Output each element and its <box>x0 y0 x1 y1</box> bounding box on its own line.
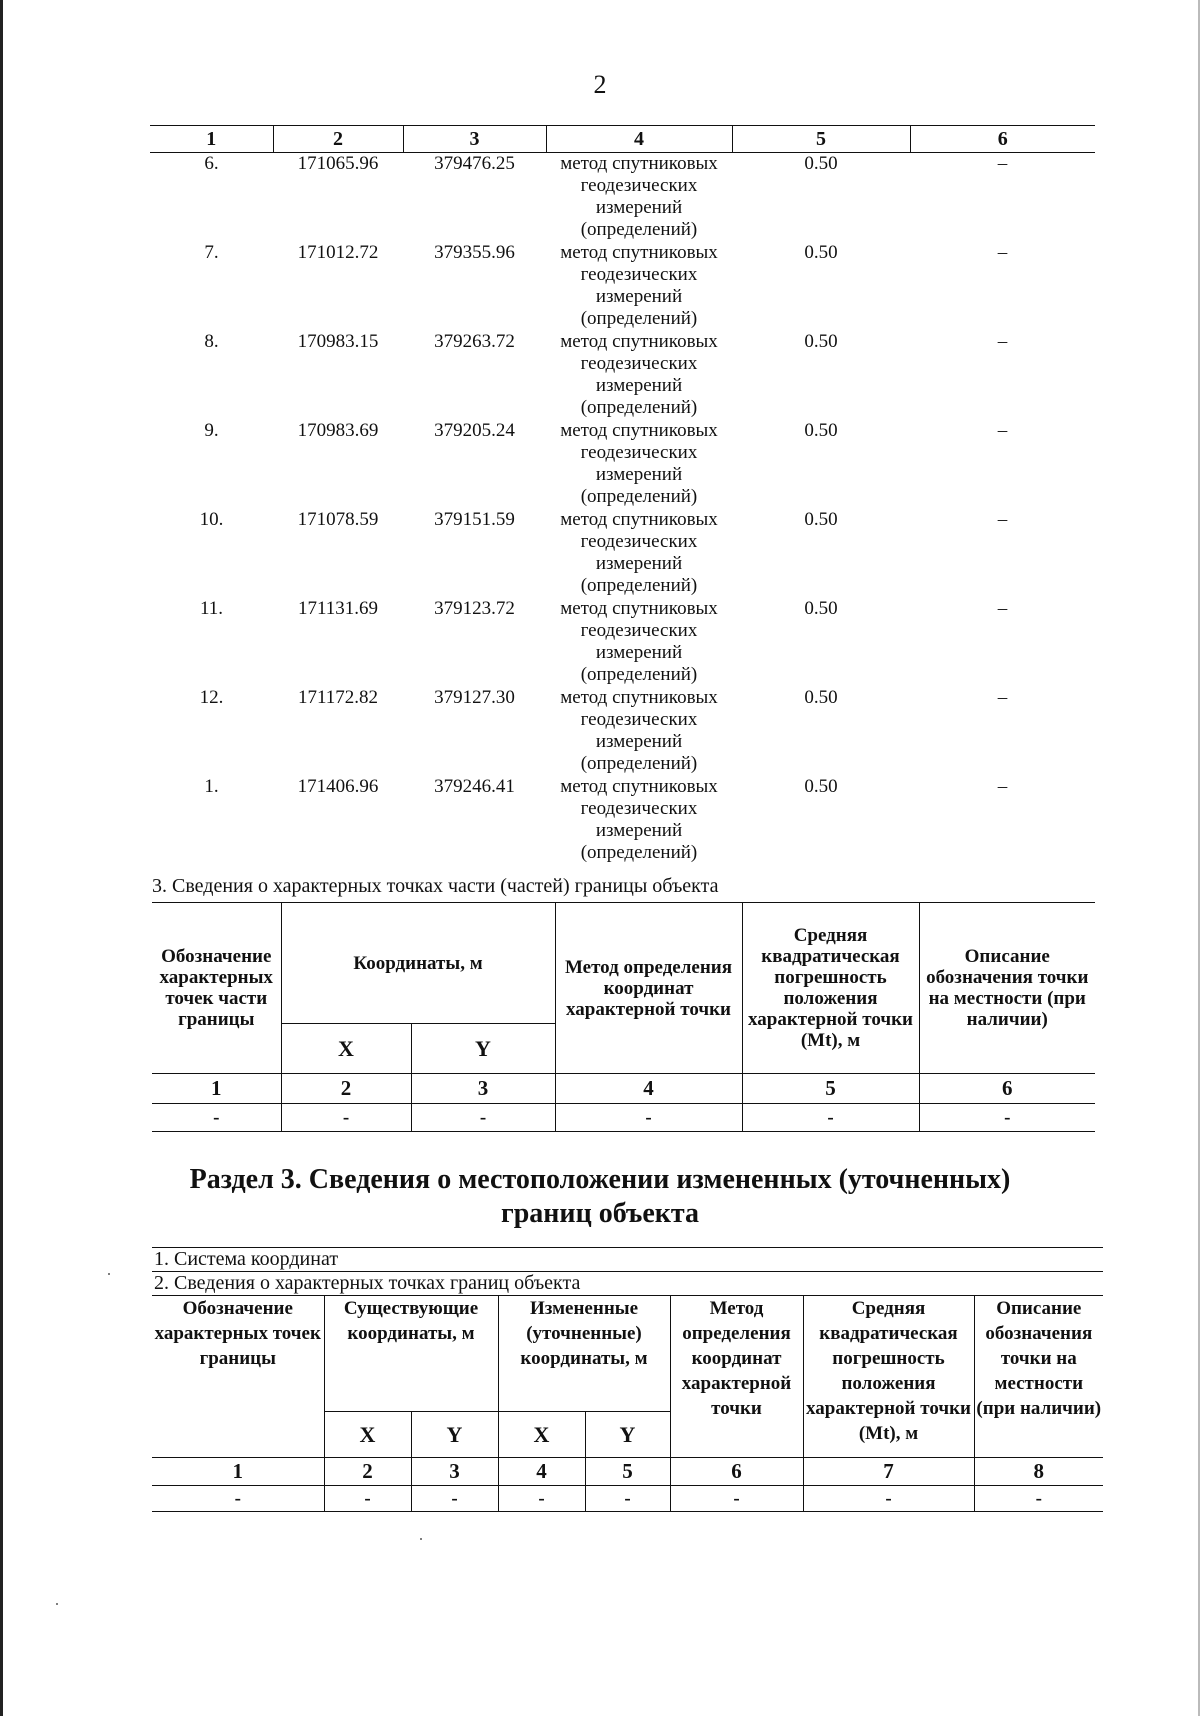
part-header-mt: Средняя квадратическая погрешность положения характерной точки (Mt), м <box>742 903 919 1074</box>
part-num-cell: 6 <box>919 1074 1095 1104</box>
y-coordinate-cell: 379151.59 <box>434 509 515 530</box>
y-coordinate-cell: 379205.24 <box>434 420 515 441</box>
method-cell: метод спутниковых геодезических измерений (определений) <box>560 776 718 863</box>
accuracy-cell: 0.50 <box>804 153 838 174</box>
table-row <box>150 420 1095 509</box>
description-cell: – <box>997 509 1008 530</box>
accuracy-cell: 0.50 <box>804 598 838 619</box>
part-num-cell: 1 <box>152 1074 281 1104</box>
part-num-cell: 4 <box>555 1074 742 1104</box>
changed-dash-cell: - <box>803 1486 974 1512</box>
section-3-title-line2: границ объекта <box>501 1198 699 1229</box>
y-coordinate-cell: 379476.25 <box>434 153 515 174</box>
changed-dash-cell: - <box>585 1486 670 1512</box>
accuracy-cell: 0.50 <box>804 331 838 352</box>
description-cell: – <box>997 153 1008 174</box>
col-header-6: 6 <box>910 126 1095 153</box>
changed-header-method: Метод определения координат характерной точки <box>670 1296 803 1458</box>
x-coordinate-cell: 171065.96 <box>297 153 379 174</box>
x-coordinate-cell: 171078.59 <box>297 509 379 530</box>
col-header-5: 5 <box>732 126 910 153</box>
accuracy-cell: 0.50 <box>804 687 838 708</box>
changed-dash-row <box>152 1486 1103 1512</box>
part-num-cell: 3 <box>411 1074 555 1104</box>
part-dash-cell: - <box>411 1104 555 1132</box>
column-number-row <box>150 126 1095 153</box>
page-number: 2 <box>593 70 607 99</box>
part-header-y: Y <box>411 1024 555 1074</box>
accuracy-cell: 0.50 <box>804 776 838 797</box>
y-coordinate-cell: 379123.72 <box>434 598 515 619</box>
description-cell: – <box>997 331 1008 352</box>
changed-header-updated: Измененные (уточненные) координаты, м <box>498 1296 670 1412</box>
description-cell: – <box>997 420 1008 441</box>
part-dash-cell: - <box>152 1104 281 1132</box>
changed-header-existing: Существующие координаты, м <box>324 1296 498 1412</box>
part-dash-cell: - <box>281 1104 411 1132</box>
table-row <box>150 509 1095 598</box>
y-coordinate-cell: 379263.72 <box>434 331 515 352</box>
part-num-cell: 2 <box>281 1074 411 1104</box>
changed-header-y1: Y <box>411 1412 498 1458</box>
points-caption-row <box>152 1272 1103 1296</box>
part-dash-cell: - <box>919 1104 1095 1132</box>
description-cell: – <box>997 687 1008 708</box>
method-cell: метод спутниковых геодезических измерений (определений) <box>560 153 718 240</box>
changed-num-cell: 3 <box>411 1458 498 1486</box>
x-coordinate-cell: 171406.96 <box>297 776 379 797</box>
method-cell: метод спутниковых геодезических измерений (определений) <box>560 598 718 685</box>
table-row <box>150 598 1095 687</box>
point-number-cell: 6. <box>204 153 219 174</box>
scan-speck <box>420 1538 422 1540</box>
section-3-title <box>0 1163 1200 1231</box>
x-coordinate-cell: 171012.72 <box>297 242 379 263</box>
changed-number-row <box>152 1458 1103 1486</box>
point-number-cell: 7. <box>204 242 219 263</box>
changed-header-mt: Средняя квадратическая погрешность положения характерной точки (Mt), м <box>803 1296 974 1458</box>
changed-dash-cell: - <box>670 1486 803 1512</box>
part-header-method: Метод определения координат характерной точки <box>555 903 742 1074</box>
boundary-points-caption: 2. Сведения о характерных точках границ объекта <box>152 1272 1103 1296</box>
description-cell: – <box>997 776 1008 797</box>
part-number-row <box>152 1074 1095 1104</box>
x-coordinate-cell: 170983.15 <box>297 331 379 352</box>
section-3-title-line1: Раздел 3. Сведения о местоположении измененных (уточненных) <box>189 1164 1011 1195</box>
part-header-x: X <box>281 1024 411 1074</box>
point-number-cell: 9. <box>204 420 219 441</box>
col-header-4: 4 <box>546 126 732 153</box>
changed-dash-cell: - <box>152 1486 324 1512</box>
x-coordinate-cell: 171131.69 <box>297 598 379 619</box>
part-dash-cell: - <box>555 1104 742 1132</box>
table-row <box>150 331 1095 420</box>
table-row <box>150 776 1095 865</box>
col-header-1: 1 <box>150 126 273 153</box>
y-coordinate-cell: 379246.41 <box>434 776 515 797</box>
coordinates-table <box>150 125 1095 865</box>
coordinates-table-body <box>150 153 1095 866</box>
scan-speck <box>108 1273 110 1275</box>
method-cell: метод спутниковых геодезических измерений (определений) <box>560 242 718 329</box>
method-cell: метод спутниковых геодезических измерений (определений) <box>560 331 718 418</box>
point-number-cell: 11. <box>199 598 224 619</box>
y-coordinate-cell: 379127.30 <box>434 687 515 708</box>
col-header-3: 3 <box>403 126 546 153</box>
changed-num-cell: 1 <box>152 1458 324 1486</box>
page-edge-left <box>0 0 3 1716</box>
method-cell: метод спутниковых геодезических измерений (определений) <box>560 420 718 507</box>
changed-dash-cell: - <box>974 1486 1103 1512</box>
changed-header-desc: Описание обозначения точки на местности (при наличии) <box>974 1296 1103 1458</box>
changed-num-cell: 6 <box>670 1458 803 1486</box>
changed-header-point: Обозначение характерных точек границы <box>152 1296 324 1458</box>
description-cell: – <box>997 242 1008 263</box>
table-row <box>150 687 1095 776</box>
point-number-cell: 8. <box>204 331 219 352</box>
method-cell: метод спутниковых геодезических измерений (определений) <box>560 687 718 774</box>
part-dash-row <box>152 1104 1095 1132</box>
scan-speck <box>56 1603 58 1605</box>
changed-header-y2: Y <box>585 1412 670 1458</box>
changed-num-cell: 2 <box>324 1458 411 1486</box>
changed-num-cell: 8 <box>974 1458 1103 1486</box>
part-boundary-caption: 3. Сведения о характерных точках части (частей) границы объекта <box>152 875 719 897</box>
accuracy-cell: 0.50 <box>804 509 838 530</box>
changed-header-x2: X <box>498 1412 585 1458</box>
coordinate-system-caption: 1. Система координат <box>152 1248 1103 1272</box>
x-coordinate-cell: 170983.69 <box>297 420 379 441</box>
description-cell: – <box>997 598 1008 619</box>
changed-dash-cell: - <box>411 1486 498 1512</box>
part-header-desc: Описание обозначения точки на местности (при наличии) <box>919 903 1095 1074</box>
part-header-coords: Координаты, м <box>281 903 555 1024</box>
point-number-cell: 10. <box>199 509 224 530</box>
table-row <box>150 153 1095 243</box>
method-cell: метод спутниковых геодезических измерений (определений) <box>560 509 718 596</box>
accuracy-cell: 0.50 <box>804 420 838 441</box>
part-header-row <box>152 903 1095 1024</box>
part-num-cell: 5 <box>742 1074 919 1104</box>
changed-dash-cell: - <box>498 1486 585 1512</box>
changed-boundary-table <box>152 1247 1103 1512</box>
part-header-point: Обозначение характерных точек части границы <box>152 903 281 1074</box>
part-dash-cell: - <box>742 1104 919 1132</box>
accuracy-cell: 0.50 <box>804 242 838 263</box>
coord-system-row <box>152 1248 1103 1272</box>
table-row <box>150 242 1095 331</box>
changed-num-cell: 7 <box>803 1458 974 1486</box>
changed-header-x1: X <box>324 1412 411 1458</box>
changed-num-cell: 5 <box>585 1458 670 1486</box>
changed-header-row <box>152 1296 1103 1412</box>
changed-dash-cell: - <box>324 1486 411 1512</box>
point-number-cell: 12. <box>199 687 224 708</box>
part-boundary-table <box>152 902 1095 1132</box>
changed-num-cell: 4 <box>498 1458 585 1486</box>
y-coordinate-cell: 379355.96 <box>434 242 515 263</box>
x-coordinate-cell: 171172.82 <box>297 687 379 708</box>
col-header-2: 2 <box>273 126 403 153</box>
point-number-cell: 1. <box>204 776 219 797</box>
